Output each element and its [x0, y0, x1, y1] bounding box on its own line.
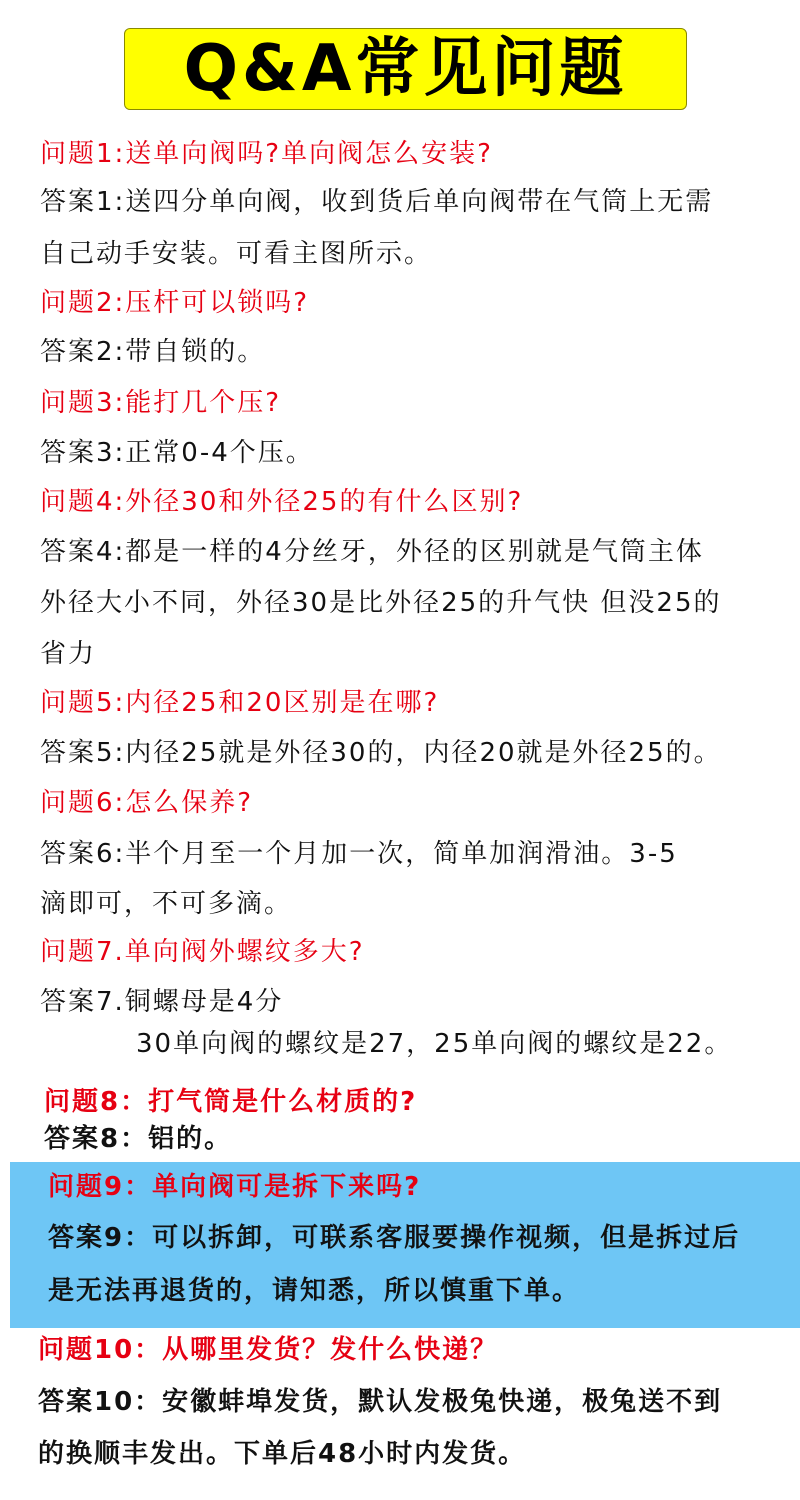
answer-10-line-1: 答案10：安徽蚌埠发货，默认发极兔快递，极兔送不到 — [38, 1387, 723, 1417]
answer-3: 答案3:正常0-4个压。 — [40, 438, 314, 468]
question-9: 问题9：单向阀可是拆下来吗? — [48, 1172, 422, 1202]
question-10: 问题10：从哪里发货？发什么快递？ — [38, 1335, 499, 1365]
question-3: 问题3:能打几个压? — [40, 388, 282, 418]
answer-1-line-1: 答案1:送四分单向阀，收到货后单向阀带在气筒上无需 — [40, 187, 714, 217]
answer-4-line-2: 外径大小不同，外径30是比外径25的升气快 但没25的 — [40, 588, 722, 618]
answer-4-line-3: 省力 — [40, 639, 97, 669]
question-6: 问题6:怎么保养? — [40, 788, 254, 818]
answer-4-line-1: 答案4:都是一样的4分丝牙，外径的区别就是气筒主体 — [40, 537, 704, 567]
question-8: 问题8：打气筒是什么材质的? — [44, 1087, 418, 1117]
question-7: 问题7.单向阀外螺纹多大? — [40, 937, 365, 967]
answer-2: 答案2:带自锁的。 — [40, 337, 266, 367]
title-banner — [124, 28, 687, 110]
answer-6-line-1: 答案6:半个月至一个月加一次，简单加润滑油。3-5 — [40, 839, 678, 869]
answer-9-line-2: 是无法再退货的，请知悉，所以慎重下单。 — [48, 1276, 581, 1306]
answer-7-line-1: 答案7.铜螺母是4分 — [40, 987, 284, 1017]
answer-6-line-2: 滴即可，不可多滴。 — [40, 889, 293, 919]
question-2: 问题2:压杆可以锁吗? — [40, 288, 310, 318]
answer-8: 答案8：铝的。 — [44, 1124, 233, 1154]
page-title: Q&A常见问题 — [183, 32, 628, 106]
question-5: 问题5:内径25和20区别是在哪? — [40, 688, 440, 718]
answer-7-line-2: 30单向阀的螺纹是27，25单向阀的螺纹是22。 — [136, 1029, 733, 1059]
answer-5: 答案5:内径25就是外径30的，内径20就是外径25的。 — [40, 738, 722, 768]
question-1: 问题1:送单向阀吗?单向阀怎么安装? — [40, 139, 493, 169]
answer-1-line-2: 自己动手安装。可看主图所示。 — [40, 239, 433, 269]
answer-10-line-2: 的换顺丰发出。下单后48小时内发货。 — [38, 1439, 527, 1469]
answer-9-line-1: 答案9：可以拆卸，可联系客服要操作视频，但是拆过后 — [48, 1223, 741, 1253]
question-4: 问题4:外径30和外径25的有什么区别? — [40, 487, 524, 517]
